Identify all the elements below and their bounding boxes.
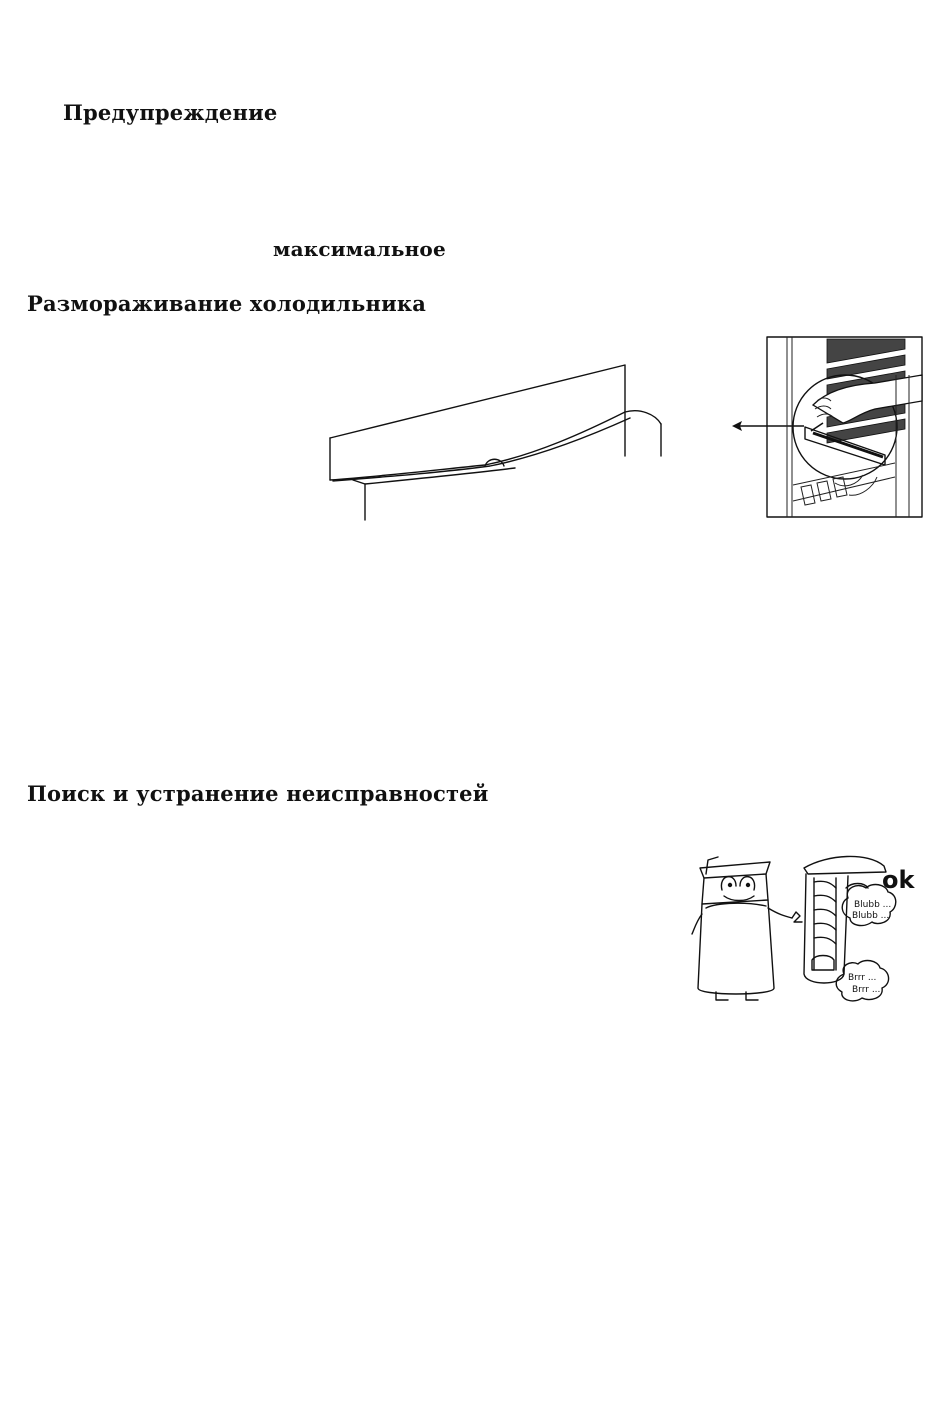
defrost-heading: Размораживание холодильника: [27, 291, 427, 316]
bubble-top-line2: Blubb ...: [852, 911, 890, 921]
troubleshooting-heading: Поиск и устранение неисправностей: [27, 781, 489, 806]
bubble-bottom-line2: Brrr ...: [852, 985, 881, 995]
max-setting-label: максимальное: [273, 237, 446, 261]
drain-cleaning-hand-drawing: [765, 335, 925, 521]
drain-channel-drawing: [325, 360, 670, 530]
warning-heading: Предупреждение: [63, 100, 278, 125]
bubble-bottom-line1: Brrr ...: [848, 973, 877, 983]
bubble-top-line1: Blubb ...: [854, 900, 892, 910]
ok-label: ok: [882, 866, 915, 894]
fridge-characters-cartoon: [688, 852, 923, 1008]
